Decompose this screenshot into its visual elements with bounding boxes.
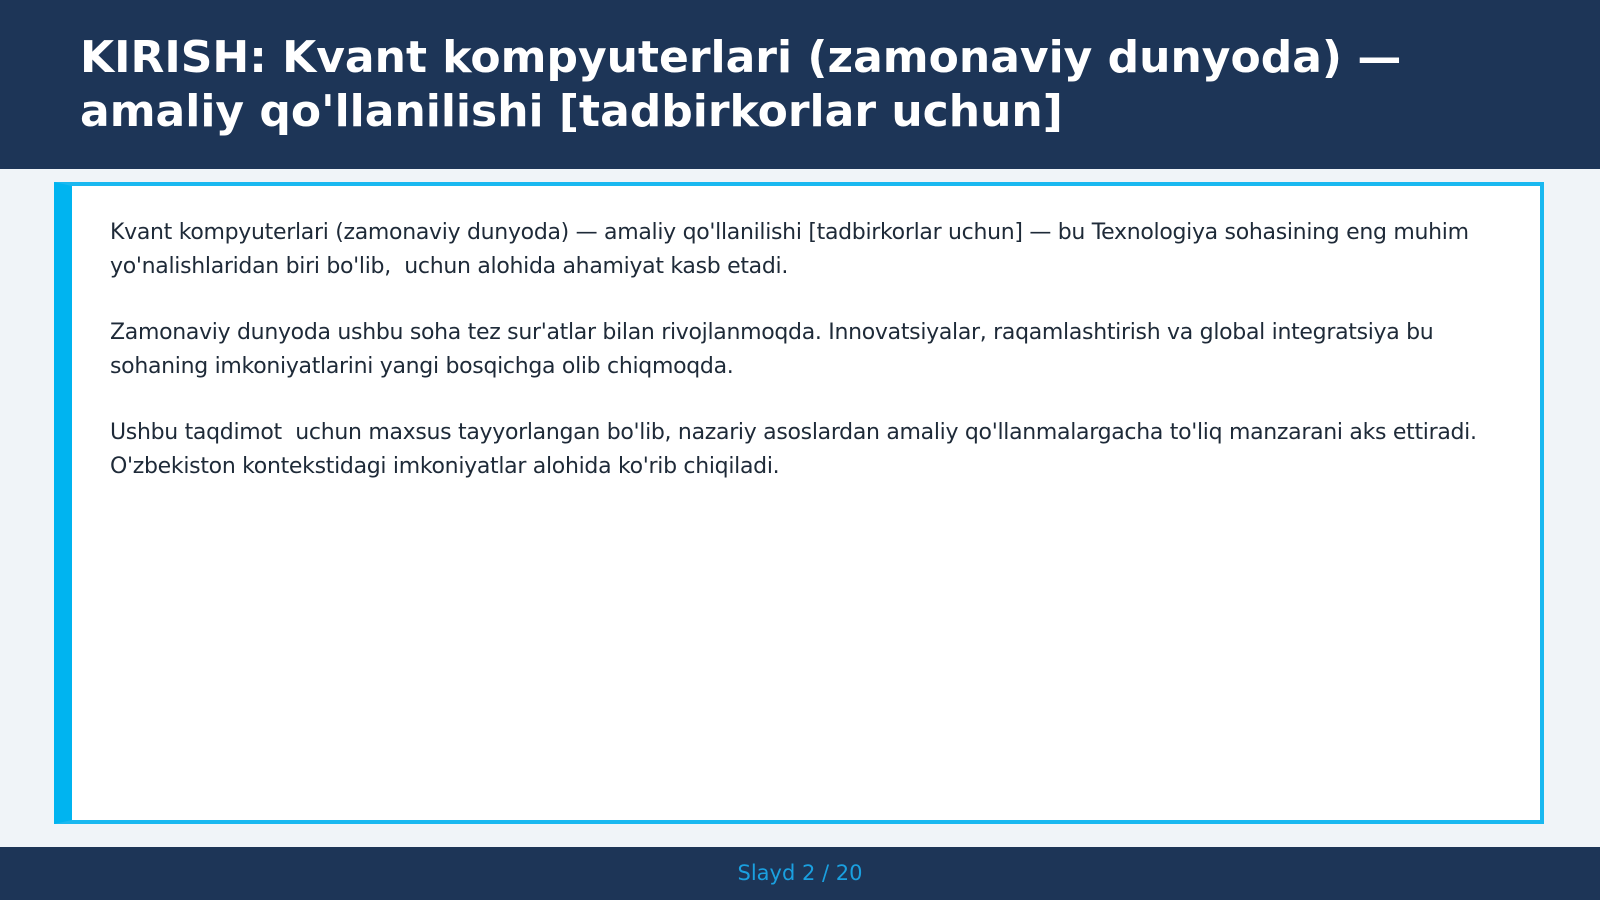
intro-paragraph: Kvant kompyuterlari (zamonaviy dunyoda) — amaliy qo'llanilishi [tadbirkorlar uchun] — bu Texnologiya sohasining eng muhim yo'nalishlaridan biri bo'lib, uchun alohida ahamiyat kasb etadi. xyxy=(110,220,1476,279)
slide-title: KIRISH: Kvant kompyuterlari (zamonaviy dunyoda) — amaliy qo'llanilishi [tadbirkorlar uchun] xyxy=(80,32,1402,137)
slide-footer xyxy=(0,847,1600,900)
context-paragraph: Zamonaviy dunyoda ushbu soha tez sur'atlar bilan rivojlanmoqda. Innovatsiyalar, raqamlashtirish va global integratsiya bu sohaning imkoniyatlarini yangi bosqichga olib chiqmoqda. xyxy=(110,320,1441,379)
content-box xyxy=(54,182,1544,824)
slide-number: Slayd 2 / 20 xyxy=(737,861,863,885)
slide-header xyxy=(0,0,1600,169)
purpose-paragraph: Ushbu taqdimot uchun maxsus tayyorlangan bo'lib, nazariy asoslardan amaliy qo'llanmalargacha to'liq manzarani aks ettiradi. O'zbekiston kontekstidagi imkoniyatlar alohida ko'rib chiqiladi. xyxy=(110,420,1484,479)
